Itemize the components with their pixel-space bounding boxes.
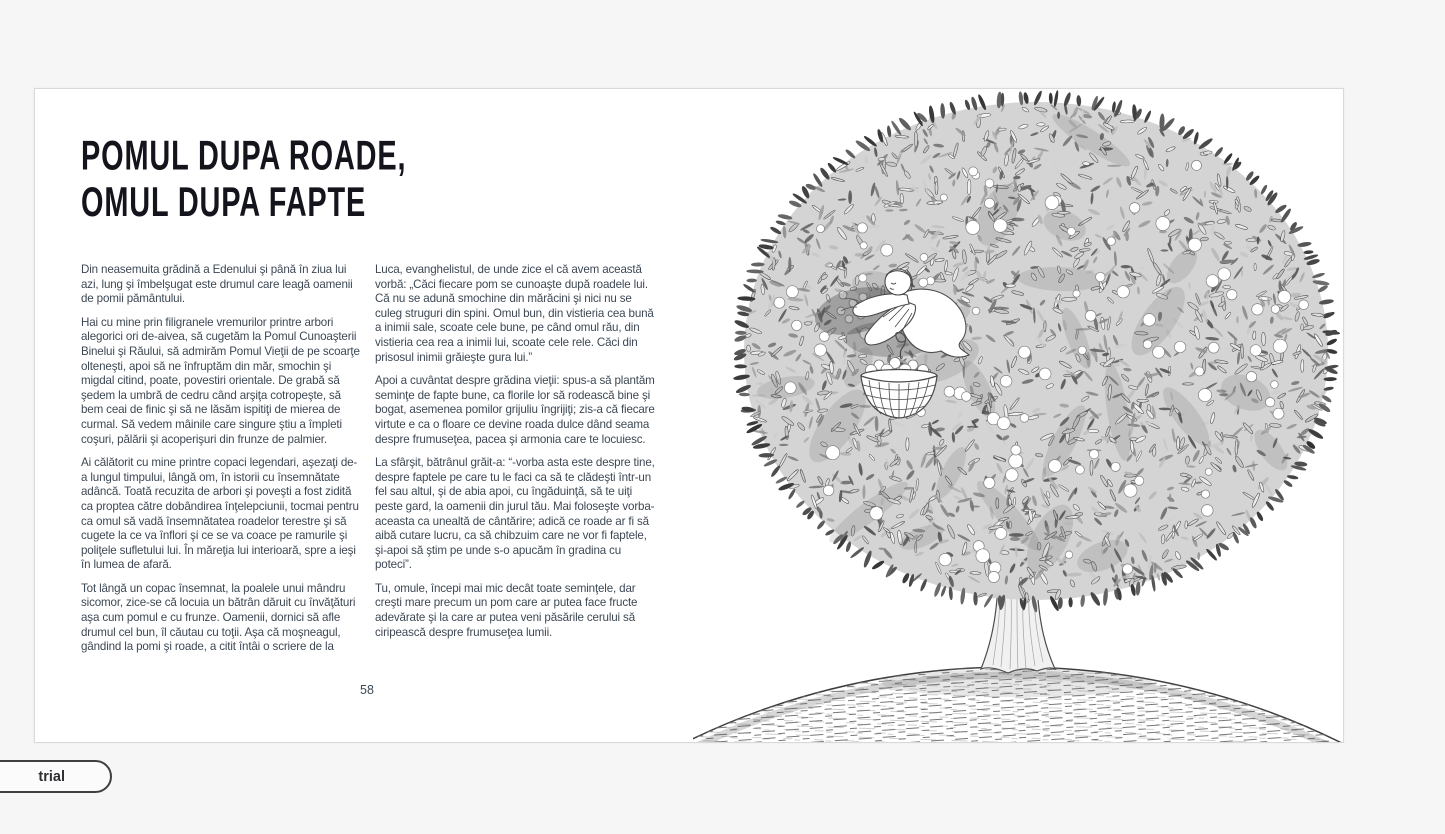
hill (693, 667, 1343, 742)
paragraph: Apoi a cuvântat despre grădina vieţii: spus-a să plantăm seminţe de fapte bune, ca florile lor să rodească bine şi bogat, asemenea pomilor grijuliu îngrijiţi; zis-a că fiecare virtute e ca o floare ce devine roada dulce dând seama despre frumuseţea, pacea şi armonia care te locuiesc. (375, 374, 655, 446)
paragraph: Tu, omule, începi mai mic decât toate seminţele, dar creşti mare precum un pom care ar putea face fructe adevărate şi la care ar putea veni păsările cerului să ciripească despre frumuseţea lumii. (375, 581, 638, 639)
text-columns (81, 263, 655, 679)
page-title (81, 133, 406, 226)
paragraph: Tot lângă un copac însemnat, la poalele unui mândru sicomor, zice-se că locuia un bătrân dăruit cu învăţături aşa cum pomul e cu frunze. Oamenii, dornici să afle drumul cel bun, îl căutau cu toţii. Aşa că moşneagul, gândind la pomi şi roade, a citit întâi o scriere de la (81, 581, 356, 654)
trial-button[interactable] (0, 760, 112, 793)
book-page (34, 88, 1344, 743)
paragraph: Ai călătorit cu mine printre copaci legendari, aşezaţi de-a lungul timpului, lângă om, în istorii cu însemnătate adâncă. Toată recuzita de arbori şi poveşti a fost zidită ca proptea către dobândirea înţelepciunii, tocmai pentru ca omul să vadă însemnătatea roadelor terestre şi să cugete la ce va înflori şi ce se va coace pe ramurile şi poliţele sufletului lui. În măreţia lui interioară, spre a ieşi în lumea de afară. (81, 456, 359, 572)
title-line-1: POMUL DUPA ROADE, (81, 133, 407, 180)
page-number: 58 (360, 683, 374, 697)
paragraph: Hai cu mine prin filigranele vremurilor printre arbori alegorici ori de-aivea, să cugetăm la Pomul Cunoaşterii Binelui şi Răului, să admirăm Pomul Vieţii de pe scoarţe olteneşti, apoi să ne înfruptăm din măr, smochin şi migdal citind, poate, povestiri orientale. De grabă să şedem la umbră de cedru când arşiţa cotropeşte, să bem ceai de finic şi să ne lăsăm ispitiţi de mierea de curmal. Să vedem mâinile care singure ştiu a împleti coşuri, pălării şi acoperişuri din frunze de palmier. (81, 315, 360, 446)
title-line-2: OMUL DUPA FAPTE (81, 179, 367, 226)
paragraph: Din neasemuita grădină a Edenului şi până în ziua lui azi, lung şi îmbelşugat este drumul care leagă oamenii de pomii pământului. (81, 263, 353, 306)
tree-illustration (693, 89, 1343, 742)
paragraph: La sfârşit, bătrânul grăit-a: “-vorba asta este despre tine, despre faptele pe care tu le faci ca să te clădeşti într-un fel sau altul, şi de abia apoi, cu îngăduinţă, să te uiţi peste gard, la oamenii din jurul tău. Mai foloseşte vorba-aceasta ca unealtă de cântărire; adică ce roade ar fi să aibă cutare lucru, ca să chibzuim care ne vor fi faptele, şi-apoi să ştim pe unde s-o apucăm în gradina cu poteci”. (375, 456, 655, 572)
trial-button-label: trial (38, 768, 65, 785)
tree-illustration-svg (693, 89, 1343, 742)
canopy-base (744, 102, 1328, 600)
paragraph: Luca, evanghelistul, de unde zice el că avem această vorbă: „Căci fiecare pom se cunoaşte după roadele lui. Că nu se adună smochine din mărăcini şi nici nu se culeg struguri din spini. Omul bun, din vistieria cea bună a inimii sale, scoate cele bune, pe când omul rău, din vistieria cea rea a inimii lui, scoate cele rele. Căci din prisosul inimii grăieşte gura lui.” (375, 263, 654, 364)
text-column-right (375, 263, 655, 679)
text-column-left (81, 263, 361, 679)
